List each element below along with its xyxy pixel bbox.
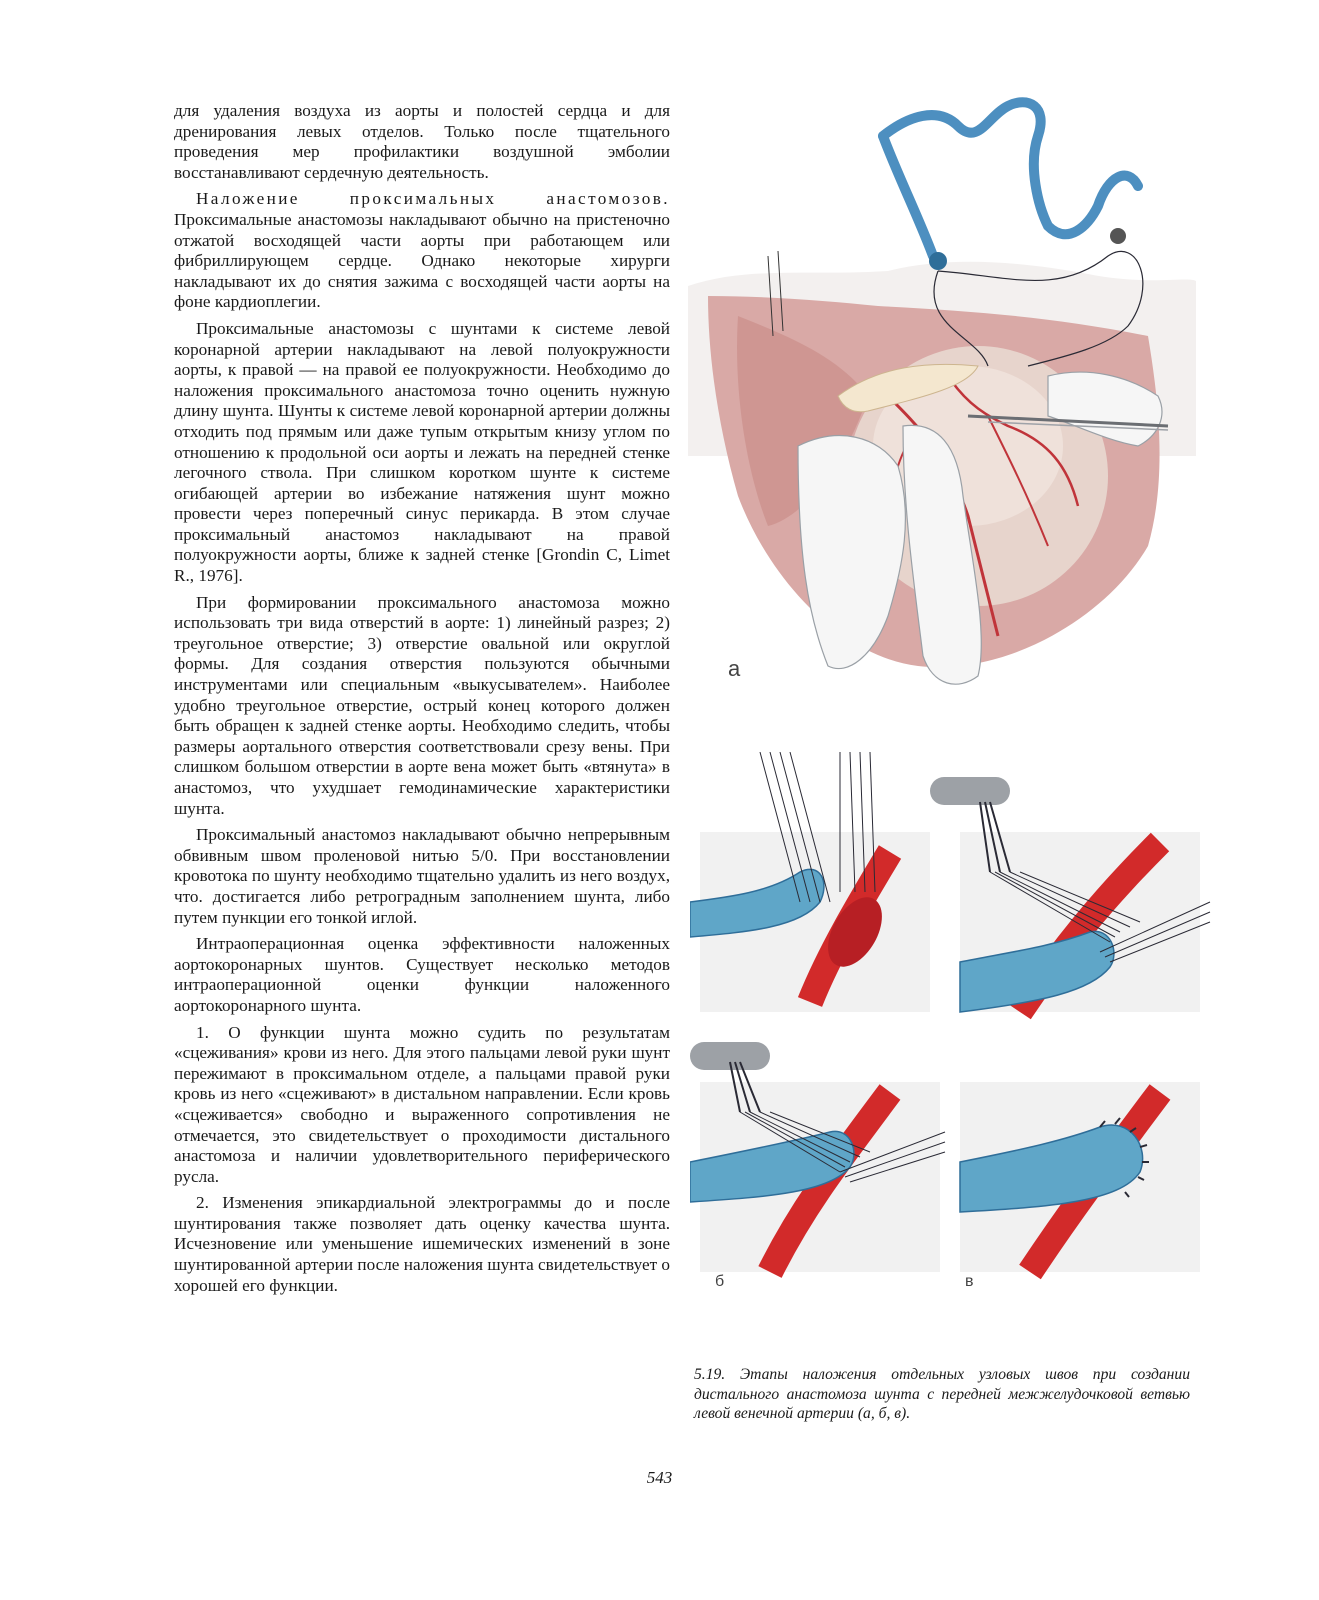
paragraph-aortic-openings: При формировании проксимального анастомоза можно использовать три вида отверстий в аорте: 1) линейный разрез; 2) треугольное отверстие; 3) отверстие овальной или округлой формы. Для создания отверстия пользуются обычными инструментами или специальным «выкусывателем». Наиболее удобно треугольное отверстие, острый конец которого должен быть обращен к задней стенке аорты. Необходимо следить, чтобы размеры аортального отверстия соответствовали срезу вены. При слишком большом отверстии в аорте вена может быть «втянута» в анастомоз, что ухудшает гемодинамические характеристики шунта. [174,592,670,818]
panel-bottom-right [960,1082,1200,1290]
figure-label-b: б [715,1273,725,1290]
section-heading-proximal-anastomoses: Наложение проксимальных анастомозов. [196,189,670,209]
paragraph-proximal-anastomoses [174,189,670,313]
panel-top-left [690,752,930,1012]
paragraph-intraoperative-evaluation: Интраоперационная оценка эффективности наложенных аортокоронарных шунтов. Существует несколько методов интраоперационной оценки функции наложенного аортокоронарного шунта. [174,934,670,1015]
paragraph-suture-technique: Проксимальный анастомоз накладывают обычно непрерывным обвивным швом проленовой нитью 5/0. При восстановлении кровотока по шунту необходимо тщательно удалить из него воздух, что. достигается либо ретроградным заполнением шунта, либо путем пункции его тонкой иглой. [174,825,670,927]
paragraph-proximal-body: Проксимальные анастомозы накладывают обычно на пристеночно отжатой восходящей части аорты при работающем или фибриллирующем сердце. Однако некоторые хирурги накладывают их до снятия зажима с восходящей части аорты на фоне кардиоплегии. [174,209,670,312]
paragraph-continuation: для удаления воздуха из аорты и полостей сердца и для дренирования левых отделов. Только после тщательного проведения мер профилактики воздушной эмболии восстанавливают сердечную деятельность. [174,101,670,182]
figure-label-v: в [965,1273,974,1290]
page-number: 543 [646,1468,673,1487]
figure-a-illustration [688,96,1196,696]
figure-label-a: а [728,656,741,681]
paragraph-electrogram-method: 2. Изменения эпикардиальной электрограммы до и после шунтирования также позволяет дать оценку качества шунта. Исчезновение или уменьшение ишемических изменений в зоне шунтированной артерии после наложения шунта свидетельствует о хорошей его функции. [174,1193,670,1295]
paragraph-left-coronary: Проксимальные анастомозы с шунтами к системе левой коронарной артерии накладывают на левой полуокружности аорты, к правой — на правой ее полуокружности. Необходимо до наложения проксимального анастомоза точно оценить нужную длину шунта. Шунты к системе левой коронарной артерии должны отходить под прямым или даже тупым открытым книзу углом по отношению к продольной оси аорты и лежать на передней стенке легочного ствола. При слишком коротком шунте к системе огибающей артерии во избежание натяжения шунт можно провести через поперечный синус перикарда. В этом случае проксимальный анастомоз накладывают на правой полуокружности аорты, ближе к задней стенке [Grondin C, Limet R., 1976]. [174,318,670,586]
panel-top-right [930,777,1210,1012]
main-text-column [174,101,670,1302]
figure-bv-illustration [690,752,1220,1292]
paragraph-stripping-method: 1. О функции шунта можно судить по результатам «сцеживания» крови из него. Для этого пальцами левой руки шунт пережимают в проксимальном отделе, а пальцами правой руки кровь из него «сцеживают» в дистальном направлении. Если кровь «сцеживается» свободно и выраженного сопротивления не отмечается, это свидетельствует о проходимости дистального анастомоза и наличии удовлетворительного периферического русла. [174,1022,670,1186]
figure-caption: 5.19. Этапы наложения отдельных узловых швов при создании дистального анастомоза шунта с передней межжелудочковой ветвью левой венечной артерии (а, б, в). [694,1366,1190,1422]
panel-bottom-left [690,1042,945,1290]
